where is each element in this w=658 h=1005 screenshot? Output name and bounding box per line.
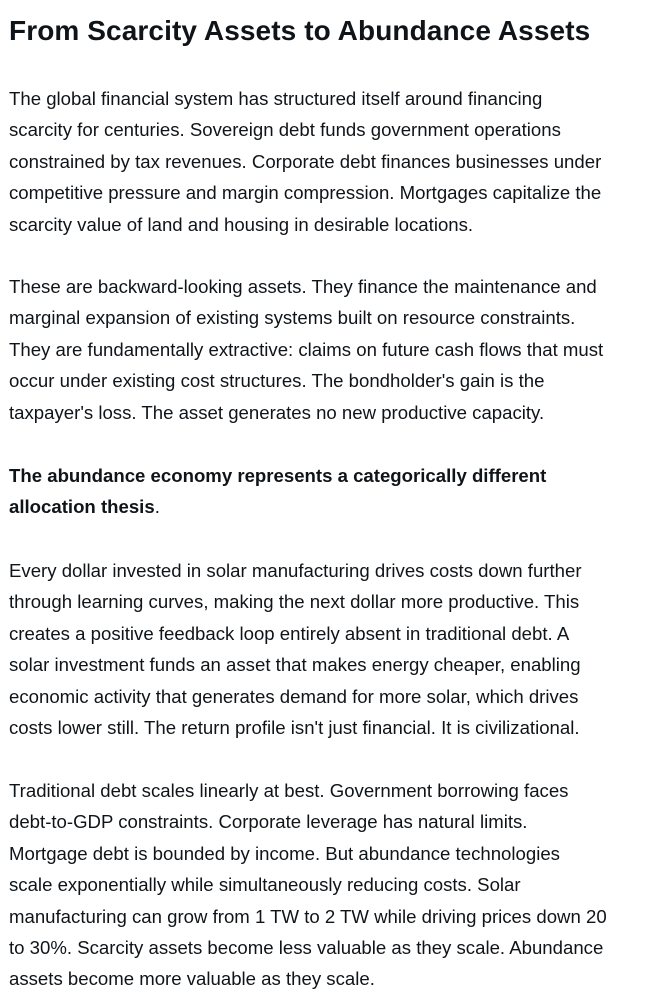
text-line: to 30%. Scarcity assets become less valuable as they scale. Abundance xyxy=(9,937,604,959)
text-line: Mortgage debt is bounded by income. But abundance technologies xyxy=(9,842,560,864)
text-line: Every dollar invested in solar manufacturing drives costs down further xyxy=(9,560,582,581)
text-line: occur under existing cost structures. The bondholder's gain is the xyxy=(9,370,545,392)
text-line: The global financial system has structured itself around financing xyxy=(9,88,543,109)
text-line: manufacturing can grow from 1 TW to 2 TW while driving prices down 20 xyxy=(9,905,607,927)
text-line: Traditional debt scales linearly at best. Government borrowing faces xyxy=(9,780,569,801)
text-line: economic activity that generates demand for more solar, which drives xyxy=(9,685,579,707)
text-line: taxpayer's loss. The asset generates no new productive capacity. xyxy=(9,401,545,423)
text-line: scale exponentially while simultaneously reducing costs. Solar xyxy=(9,874,521,896)
text-line: marginal expansion of existing systems built on resource constraints. xyxy=(9,307,576,329)
text-line: solar investment funds an asset that makes energy cheaper, enabling xyxy=(9,654,581,676)
text-line: They are fundamentally extractive: claims on future cash flows that must xyxy=(9,338,604,360)
paragraph-thesis xyxy=(9,460,546,523)
bold-text-line: The abundance economy represents a categorically different xyxy=(9,465,547,486)
article-title: From Scarcity Assets to Abundance Assets xyxy=(9,15,591,46)
text-line: assets become more valuable as they scale. xyxy=(9,968,375,990)
text-line: scarcity value of land and housing in desirable locations. xyxy=(9,213,474,235)
text-line: competitive pressure and margin compression. Mortgages capitalize the xyxy=(9,182,602,204)
paragraph-solar-feedback xyxy=(9,555,582,743)
text-line: costs lower still. The return profile isn't just financial. It is civilizational. xyxy=(9,717,580,739)
text-line: debt-to-GDP constraints. Corporate leverage has natural limits. xyxy=(9,811,528,833)
paragraph-scarcity-financing xyxy=(9,83,601,240)
text-line: constrained by tax revenues. Corporate debt finances businesses under xyxy=(9,150,602,172)
paragraph-scaling xyxy=(9,775,607,995)
bold-text-line: allocation thesis xyxy=(9,496,155,518)
text-line: scarcity for centuries. Sovereign debt funds government operations xyxy=(9,119,561,141)
text-line: These are backward-looking assets. They finance the maintenance and xyxy=(9,276,597,297)
paragraph-backward-looking xyxy=(9,271,603,428)
text-line: creates a positive feedback loop entirely absent in traditional debt. A xyxy=(9,622,570,644)
trailing-period: . xyxy=(154,496,160,518)
text-line: through learning curves, making the next dollar more productive. This xyxy=(9,591,580,613)
